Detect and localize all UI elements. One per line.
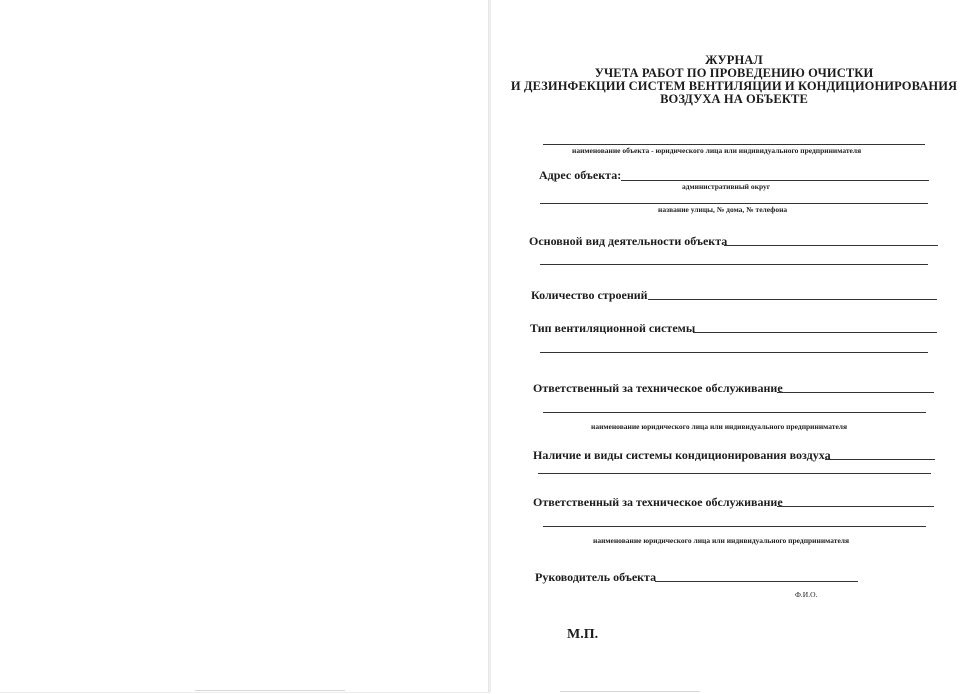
buildings-label: Количество строений [531,288,648,302]
journal-title-line-4: ВОЗДУХА НА ОБЪЕКТЕ [660,92,808,106]
activity-field[interactable] [724,245,938,246]
address-district-field[interactable] [621,180,929,181]
head-signature-field[interactable] [655,581,858,582]
street-caption: название улицы, № дома, № телефона [658,205,788,214]
journal-title-line-3: И ДЕЗИНФЕКЦИИ СИСТЕМ ВЕНТИЛЯЦИИ И КОНДИЦИОНИРОВАНИЯ [510,79,958,93]
vent-type-field[interactable] [693,332,937,333]
responsible-field-2[interactable] [777,506,934,507]
responsible-label-2: Ответственный за техническое обслуживание [533,495,783,509]
responsible-field-1[interactable] [777,392,934,393]
activity-field-continuation[interactable] [540,264,928,265]
vent-type-field-continuation[interactable] [540,352,928,353]
seal-placeholder: М.П. [567,627,599,642]
fio-caption: Ф.И.О. [795,590,818,599]
aircon-field[interactable] [825,459,935,460]
activity-label: Основной вид деятельности объекта [529,234,728,248]
right-page-bottom-edge [560,691,700,692]
left-blank-page [0,0,489,693]
aircon-field-continuation[interactable] [538,473,931,474]
address-label: Адрес объекта: [539,168,622,182]
journal-title-line-2: УЧЕТА РАБОТ ПО ПРОВЕДЕНИЮ ОЧИСТКИ [594,66,874,80]
buildings-field[interactable] [648,299,937,300]
responsible-field-1-continuation[interactable] [543,412,926,413]
responsible-caption-2: наименование юридического лица или индивидуального предпринимателя [593,536,850,545]
responsible-label-1: Ответственный за техническое обслуживание [533,381,783,395]
head-label: Руководитель объекта [535,570,657,584]
admin-district-caption: административный округ [682,182,771,191]
journal-title-line-1: ЖУРНАЛ [705,53,763,67]
address-street-field[interactable] [540,203,928,204]
object-name-field[interactable] [543,144,925,145]
responsible-caption-1: наименование юридического лица или индивидуального предпринимателя [591,422,848,431]
responsible-field-2-continuation[interactable] [543,526,926,527]
object-name-caption: наименование объекта - юридического лица или индивидуального предпринимателя [572,146,862,155]
aircon-label: Наличие и виды системы кондиционирования воздуха [533,448,831,462]
left-page-bottom-edge [195,690,345,691]
vent-type-label: Тип вентиляционной системы [530,321,696,335]
